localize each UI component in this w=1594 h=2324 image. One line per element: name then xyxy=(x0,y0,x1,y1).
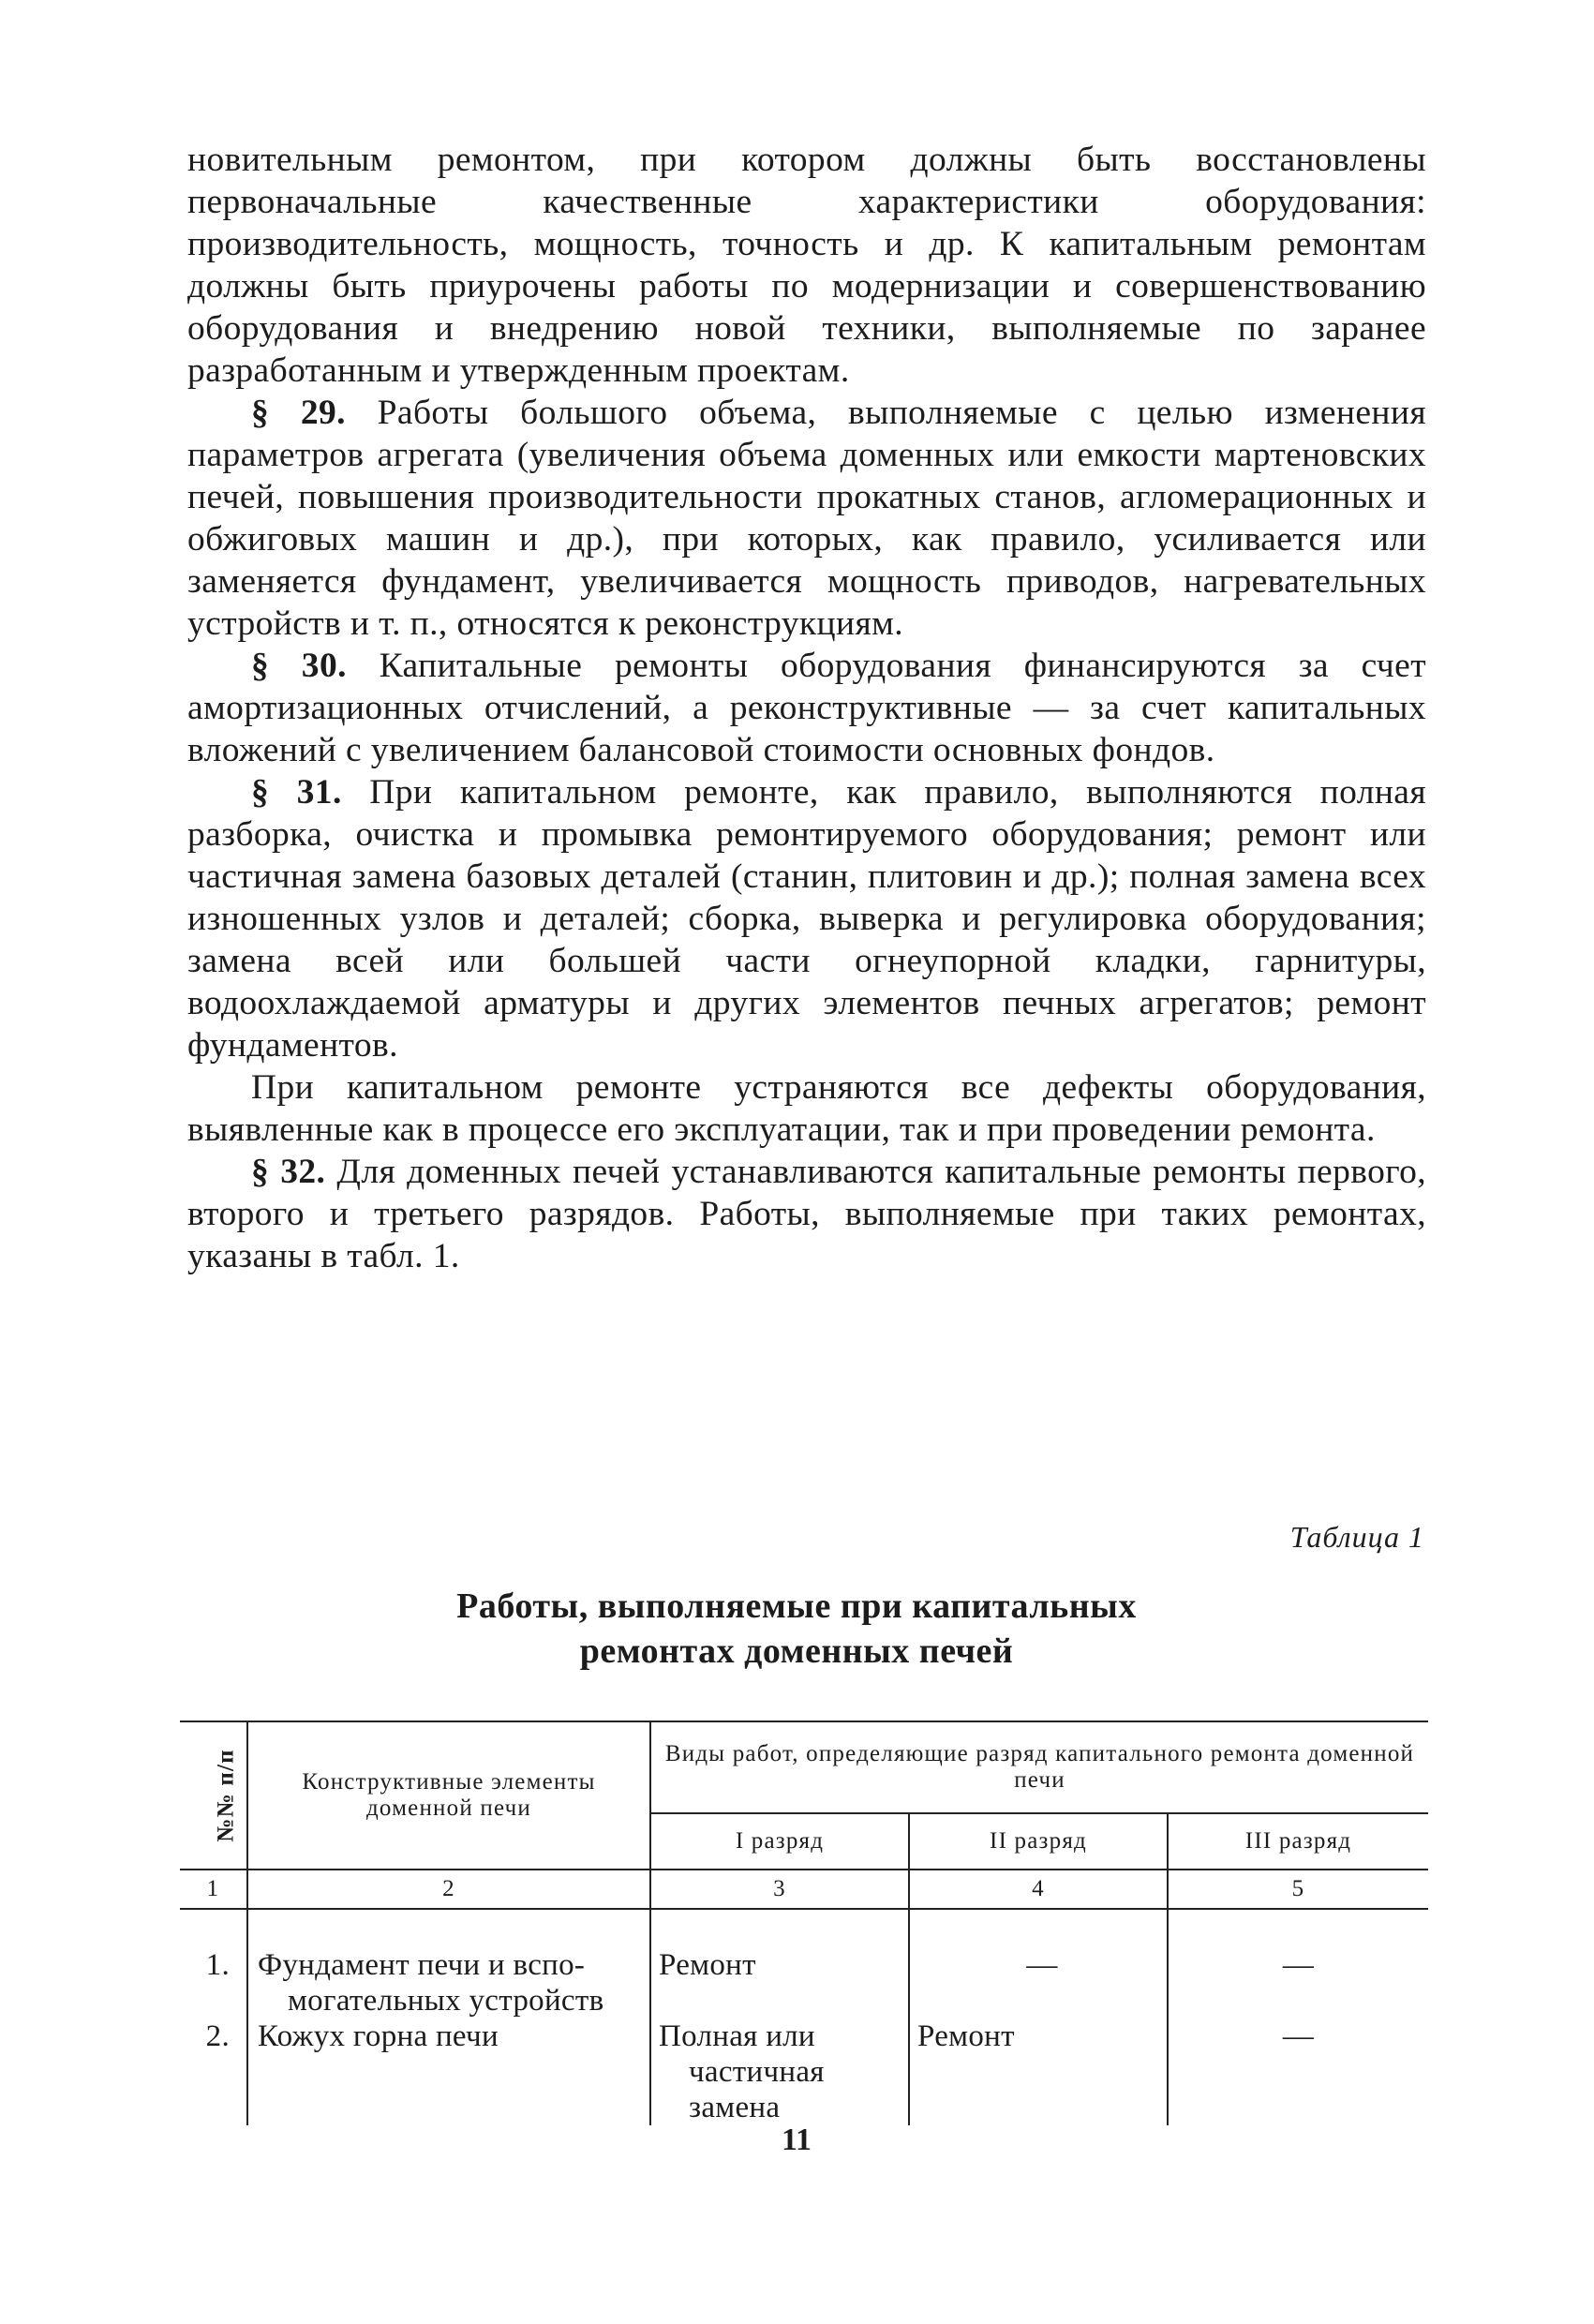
row-element: Кожух горна печи xyxy=(247,2019,650,2125)
row-category-1: Ремонт xyxy=(650,1947,909,2019)
paragraph-text: Для доменных печей устанавливаются капитальные ремонты первого, второго и третьего разрядов. Работы, выполняемые при таких ремонтах, указаны в табл. 1. xyxy=(187,1153,1426,1275)
row-category-3: — xyxy=(1168,2019,1428,2125)
row-category-2: Ремонт xyxy=(909,2019,1168,2125)
column-number: 3 xyxy=(650,1870,909,1909)
section-number: § 29. xyxy=(251,394,346,432)
header-elements: Конструктивные элементы доменной печи xyxy=(247,1721,650,1870)
dash: — xyxy=(1026,1948,1058,1982)
page-number: 11 xyxy=(781,2123,812,2157)
row-number: 2. xyxy=(205,2019,230,2053)
table-title xyxy=(281,1584,1312,1674)
element-text: могательных устройств xyxy=(288,1984,604,2018)
body-text xyxy=(187,139,1426,1277)
row-element xyxy=(247,1947,650,2019)
paragraph-32 xyxy=(187,1151,1426,1277)
section-number: § 31. xyxy=(251,773,342,812)
element-text: Фундамент печи и вспо- xyxy=(258,1948,586,1982)
header-category-3: III разряд xyxy=(1168,1813,1428,1870)
cell-text: замена xyxy=(689,2091,781,2124)
header-category-2: II разряд xyxy=(909,1813,1168,1870)
table-title-line: ремонтах доменных печей xyxy=(579,1631,1014,1671)
table-header-row xyxy=(180,1721,1428,1813)
column-number: 1 xyxy=(180,1870,247,1909)
column-number: 2 xyxy=(247,1870,650,1909)
header-row-number: №№ п/п xyxy=(213,1749,239,1842)
paragraph-29 xyxy=(187,392,1426,645)
paragraph-30 xyxy=(187,645,1426,771)
header-work-types: Виды работ, определяющие разряд капитального ремонта доменной печи xyxy=(650,1721,1428,1813)
paragraph-31 xyxy=(187,771,1426,1066)
row-category-3: — xyxy=(1168,1947,1428,2019)
section-number: § 30. xyxy=(251,647,347,685)
row-number: 1. xyxy=(205,1948,230,1982)
table-row xyxy=(180,1947,1428,2019)
table-spacer xyxy=(180,1909,1428,1947)
column-number: 4 xyxy=(909,1870,1168,1909)
header-category-1: I разряд xyxy=(650,1813,909,1870)
paragraph-31-cont: При капитальном ремонте устраняются все дефекты оборудования, выявленные как в процессе его эксплуатации, так и при проведении ремонта. xyxy=(187,1068,1426,1149)
row-category-1 xyxy=(650,2019,909,2125)
paragraph-continuation: новительным ремонтом, при котором должны быть восстановлены первоначальные качественные характеристики оборудования: производительность, мощность, точность и др. К капитальным ремонтам должны быть приурочены работы по модернизации и совершенствованию оборудования и внедрению новой техники, выполняемые по заранее разработанным и утвержденным проектам. xyxy=(187,141,1426,390)
paragraph-text: Работы большого объема, выполняемые с целью изменения параметров агрегата (увеличения объема доменных или емкости мартеновских печей, повышения производительности прокатных станов, агломерационных и обжиговых машин и др.), при которых, как правило, усиливается или заменяется фундамент, увеличивается мощность приводов, нагревательных устройств и т. п., относятся к реконструкциям. xyxy=(187,394,1427,643)
column-number: 5 xyxy=(1168,1870,1428,1909)
table-column-numbers xyxy=(180,1870,1428,1909)
cell-text: Полная или xyxy=(659,2019,815,2053)
table-caption: Таблица 1 xyxy=(1289,1520,1424,1554)
cell-text: частичная xyxy=(689,2055,825,2089)
paragraph-text: При капитальном ремонте, как правило, выполняются полная разборка, очистка и промывка ремонтируемого оборудования; ремонт или частичная замена базовых деталей (станин, плитовин и др.); полная замена всех изношенных узлов и деталей; сборка, выверка и регулировка оборудования; замена всей или большей части огнеупорной кладки, гарнитуры, водоохлаждаемой арматуры и других элементов печных агрегатов; ремонт фундаментов. xyxy=(187,773,1426,1065)
works-table xyxy=(180,1721,1428,2125)
table-title-line: Работы, выполняемые при капитальных xyxy=(456,1587,1137,1626)
row-category-2 xyxy=(909,1947,1168,2019)
table-row xyxy=(180,2019,1428,2125)
section-number: § 32. xyxy=(251,1153,326,1191)
paragraph-text: Капитальные ремонты оборудования финансируются за счет амортизационных отчислений, а реконструктивные — за счет капитальных вложений с увеличением балансовой стоимости основных фондов. xyxy=(187,647,1427,769)
